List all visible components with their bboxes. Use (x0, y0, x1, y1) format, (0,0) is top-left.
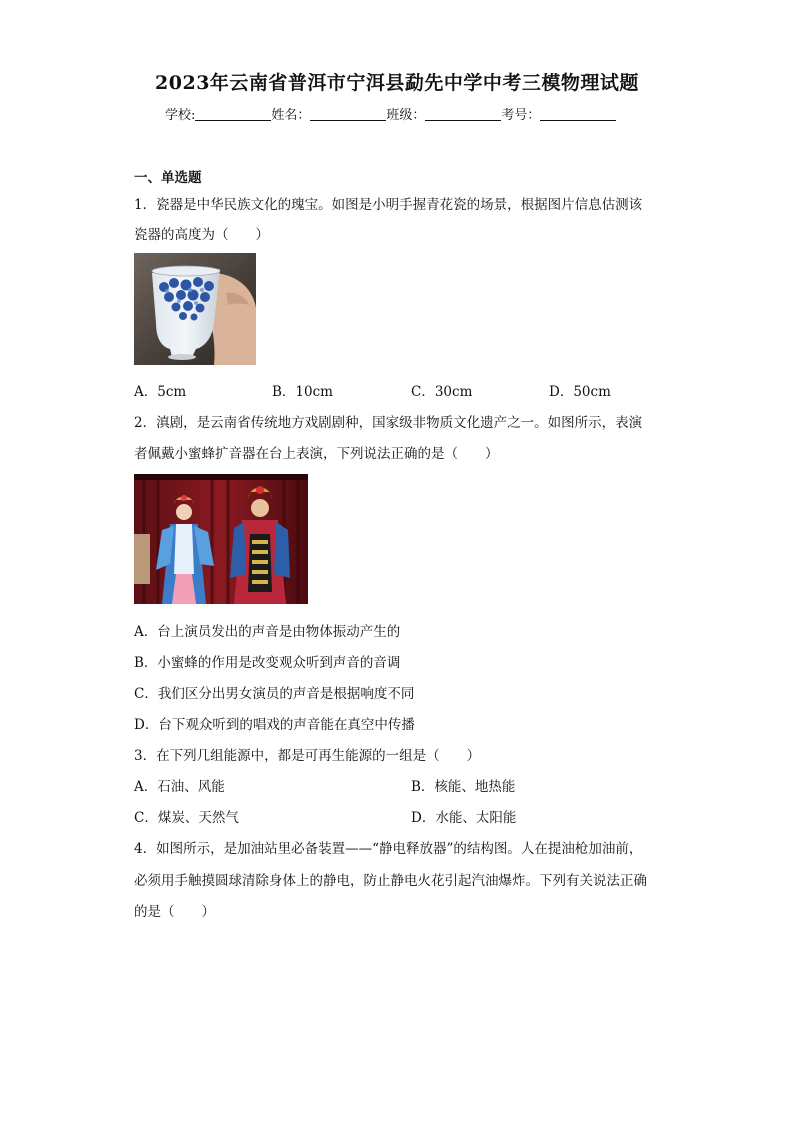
page-title: 2023年云南省普洱市宁洱县勐先中学中考三模物理试题 (155, 72, 639, 94)
section-heading: 一、单选题 (134, 170, 202, 186)
name-blank (310, 107, 386, 121)
name-label: 姓名： (271, 108, 311, 123)
q1-stem-line1: 1．瓷器是中华民族文化的瑰宝。如图是小明手握青花瓷的场景，根据图片信息估测该 (134, 197, 643, 213)
q4-stem-line3: 的是（ ） (134, 904, 215, 920)
class-blank (425, 107, 501, 121)
q2-option-c: C．我们区分出男女演员的声音是根据响度不同 (134, 686, 415, 702)
exam-no-blank (540, 107, 616, 121)
q3-option-a: A．石油、风能 (134, 779, 225, 795)
q2-stem-line1: 2．滇剧，是云南省传统地方戏剧剧种，国家级非物质文化遗产之一。如图所示，表演 (134, 415, 643, 431)
q4-stem-line2: 必须用手触摸圆球清除身体上的静电，防止静电火花引起汽油爆炸。下列有关说法正确 (134, 873, 647, 889)
q3-option-d: D．水能、太阳能 (411, 810, 517, 826)
class-label: 班级： (386, 108, 426, 123)
q3-option-c: C．煤炭、天然气 (134, 810, 239, 826)
q1-option-b: B．10cm (272, 384, 333, 400)
q2-option-a: A．台上演员发出的声音是由物体振动产生的 (134, 624, 401, 640)
q2-yunnan-opera-image (134, 474, 308, 604)
school-blank (195, 107, 271, 121)
q2-option-d: D．台下观众听到的唱戏的声音能在真空中传播 (134, 717, 415, 733)
q1-option-c: C．30cm (411, 384, 473, 400)
q1-option-d: D．50cm (549, 384, 611, 400)
q4-stem-line1: 4．如图所示，是加油站里必备装置——“静电释放器”的结构图。人在提油枪加油前， (134, 841, 643, 857)
q2-option-b: B．小蜜蜂的作用是改变观众听到声音的音调 (134, 655, 401, 671)
q1-stem-line2: 瓷器的高度为（ ） (134, 227, 269, 243)
school-label: 学校: (165, 108, 196, 123)
q3-option-b: B．核能、地热能 (411, 779, 516, 795)
q3-stem-line1: 3．在下列几组能源中，都是可再生能源的一组是（ ） (134, 748, 481, 764)
student-info-row (165, 104, 616, 123)
q2-stem-line2: 者佩戴小蜜蜂扩音器在台上表演，下列说法正确的是（ ） (134, 446, 499, 462)
q1-porcelain-cup-image (134, 253, 256, 365)
exam-no-label: 考号： (501, 108, 541, 123)
q1-option-a: A．5cm (134, 384, 187, 400)
